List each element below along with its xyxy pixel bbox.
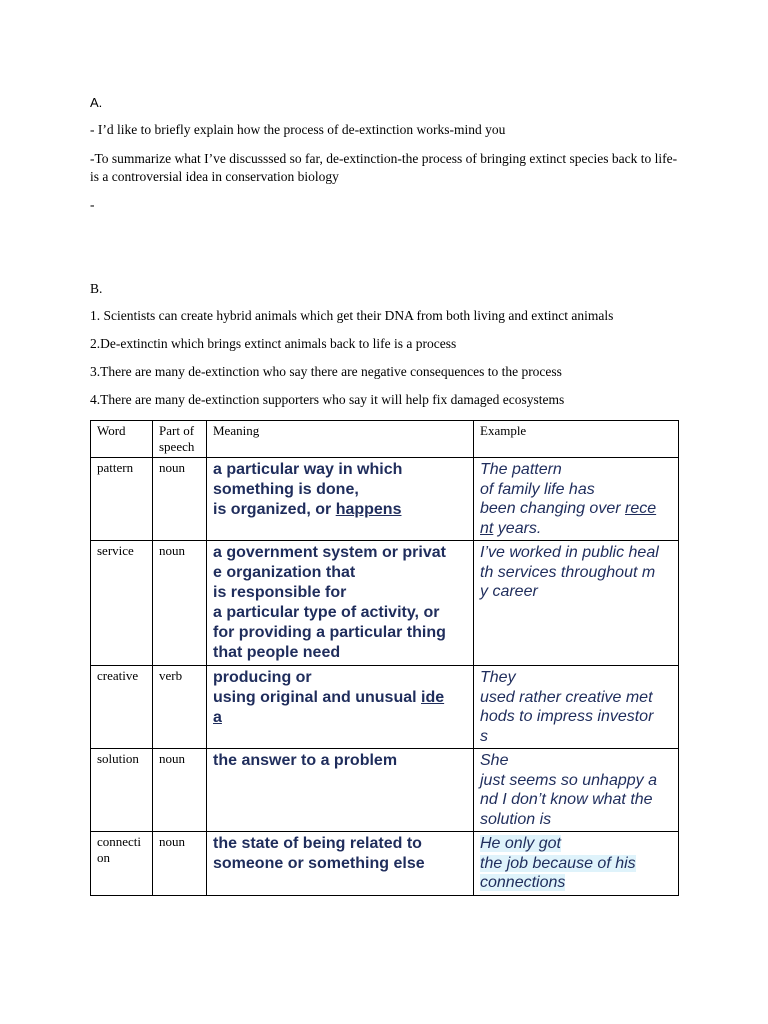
meaning-link[interactable]: ide [421,689,445,706]
meaning-line: using original and unusual [213,689,422,706]
section-b-sentence-2: 2.De-extinctin which brings extinct animals back to life is a process [90,336,457,351]
word-line: on [97,850,110,865]
meaning-link[interactable]: a [213,709,222,726]
example-line: He only got [480,835,561,852]
example-line: I’ve worked in public heal [480,544,659,561]
header-word: Word [91,421,153,458]
meaning-cell [207,832,474,896]
meaning-line: for providing a particular thing [213,624,446,641]
word-line: connecti [97,834,142,849]
example-line: of family life has [480,480,595,498]
example-cell [474,541,679,666]
header-example: Example [474,421,679,458]
meaning-line: the state of being related to [213,835,422,852]
example-line: s [480,727,488,745]
word-cell: creative [91,666,153,749]
meaning-line: a particular way in which [213,461,403,478]
pos-cell: verb [153,666,207,749]
section-a-line-3: - [90,197,95,212]
example-link[interactable]: rece [625,500,657,517]
table-row [91,832,679,896]
word-cell: solution [91,749,153,832]
example-line: th services throughout m [480,563,656,581]
word-cell: pattern [91,458,153,541]
vocabulary-table [90,420,679,896]
meaning-line: someone or something else [213,855,425,872]
table-row [91,458,679,541]
example-cell [474,666,679,749]
table-header-row [91,421,679,458]
meaning-line: e organization that [213,564,356,581]
example-line: the job because of his [480,854,636,872]
section-a-line-2: -To summarize what I’ve discusssed so far, de-extinction-the process of bringing extinct species back to life-is a controversial idea in conservation biology [90,151,678,184]
example-line: The pattern [480,461,562,478]
meaning-line: a particular type of activity, or [213,604,440,621]
word-cell [91,832,153,896]
meaning-cell [207,458,474,541]
example-cell [474,749,679,832]
example-line: used rather creative met [480,688,653,706]
header-meaning: Meaning [207,421,474,458]
meaning-line: is responsible for [213,584,347,601]
meaning-line: a government system or privat [213,544,446,561]
meaning-line: the answer to a problem [213,752,398,769]
example-line: hods to impress investor [480,708,654,725]
example-line: just seems so unhappy a [480,771,657,789]
meaning-cell [207,541,474,666]
header-part-of-speech: Part of speech [153,421,207,458]
section-b-sentence-3: 3.There are many de-extinction who say there are negative consequences to the process [90,364,562,379]
example-line: nd I don’t know what the [480,791,653,808]
example-line: solution is [480,810,552,828]
example-cell [474,832,679,896]
section-a-heading: A. [90,95,103,110]
example-line: They [480,669,516,686]
section-a-line-1: - I’d like to briefly explain how the process of de-extinction works-mind you [90,122,506,137]
meaning-cell [207,666,474,749]
section-b-sentence-4: 4.There are many de-extinction supporters who say it will help fix damaged ecosystems [90,392,565,407]
example-line: She [480,752,509,769]
meaning-cell [207,749,474,832]
example-link[interactable]: nt [480,519,494,537]
example-line: been changing over [480,500,625,517]
word-cell: service [91,541,153,666]
meaning-line: something is done, [213,481,359,498]
section-b-sentence-1: 1. Scientists can create hybrid animals which get their DNA from both living and extinct animals [90,308,614,323]
example-line: years. [493,519,542,537]
table-row [91,666,679,749]
meaning-line: producing or [213,669,312,686]
example-line: connections [480,874,566,891]
meaning-line: is organized, or [213,501,336,518]
example-cell [474,458,679,541]
table-row [91,749,679,832]
section-b-heading: B. [90,281,103,296]
meaning-link[interactable]: happens [335,501,402,518]
meaning-line: that people need [213,644,341,661]
pos-cell: noun [153,458,207,541]
pos-cell: noun [153,749,207,832]
pos-cell: noun [153,832,207,896]
example-line: y career [480,583,538,600]
pos-cell: noun [153,541,207,666]
table-row [91,541,679,666]
